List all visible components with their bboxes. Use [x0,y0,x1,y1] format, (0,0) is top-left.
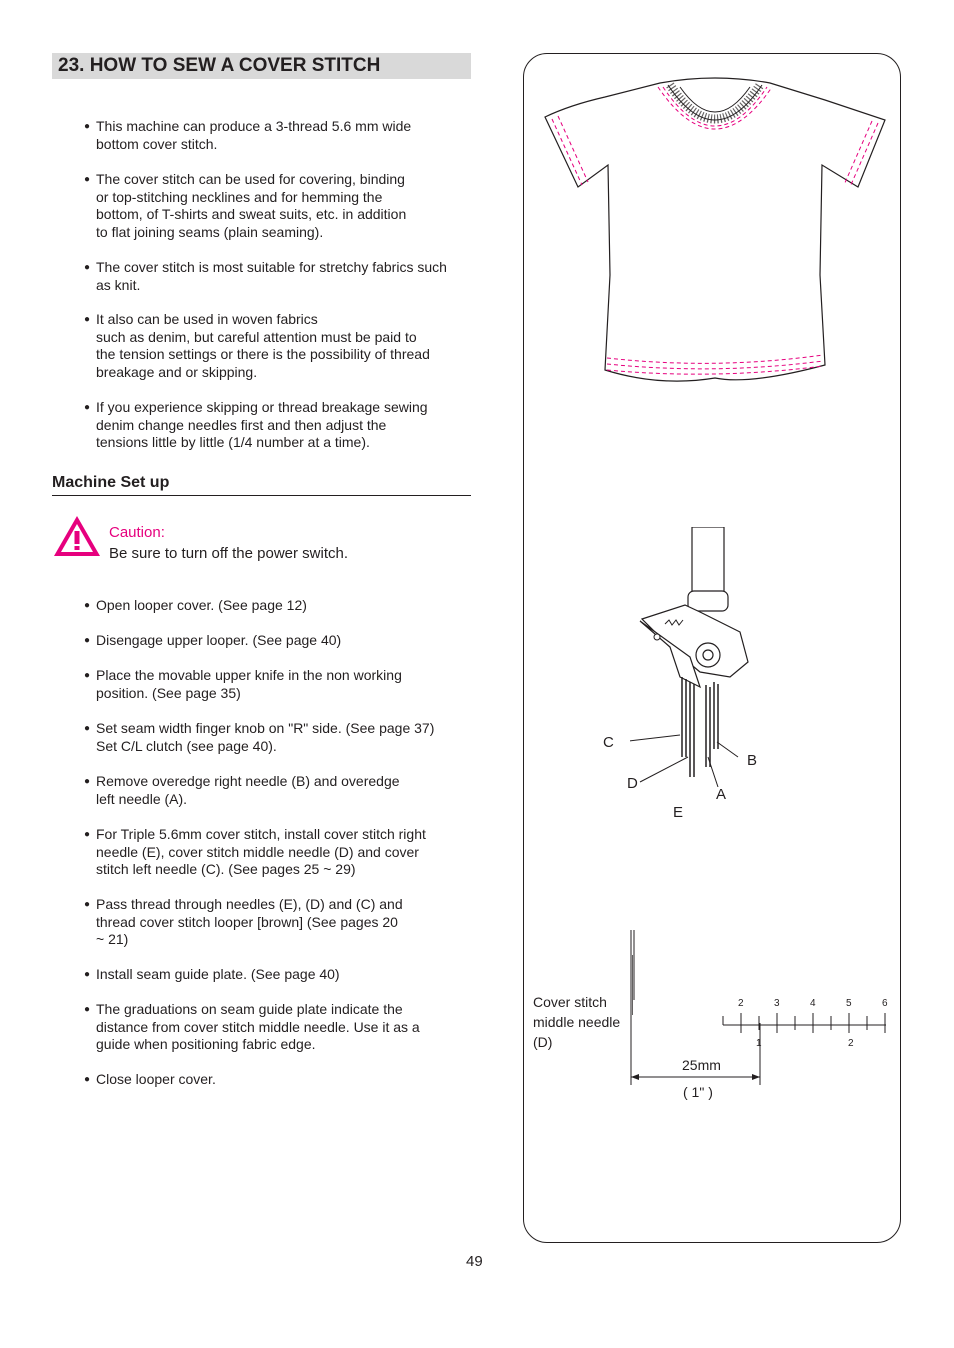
setup-bullet: ● Place the movable upper knife in the non working position. (See page 35) [84,667,402,701]
intro-bullet: ● The cover stitch is most suitable for stretchy fabrics such as knit. [84,259,447,293]
bullet-dot-icon: ● [84,174,91,185]
setup-bullet: ● Pass thread through needles (E), (D) and (C) and thread cover stitch looper [brown] (See pages 20 ~ 21) [84,896,403,947]
setup-bullet: ● The graduations on seam guide plate indicate the distance from cover stitch middle needle. Use it as a guide when positioning fabric edge. [84,1001,420,1052]
bullet-dot-icon: ● [84,969,91,980]
bullet-dot-icon: ● [84,635,91,646]
page-number: 49 [466,1253,483,1270]
bullet-dot-icon: ● [84,600,91,611]
needle-assembly-illustration [630,527,760,787]
needle-label-d: D [627,775,638,792]
scale-mark: 2 [738,998,744,1009]
scale-mark-inch: 2 [848,1038,854,1049]
section-heading: 23. HOW TO SEW A COVER STITCH [52,53,471,79]
setup-heading: Machine Set up [52,474,471,496]
intro-bullet: ● It also can be used in woven fabrics such as denim, but careful attention must be paid to the tension settings or there is the possibility of thread breakage and or skipping. [84,311,430,380]
bullet-dot-icon: ● [84,121,91,132]
scale-mark: 5 [846,998,852,1009]
setup-bullet: ● Install seam guide plate. (See page 40) [84,966,340,982]
setup-bullet: ● Set seam width finger knob on "R" side. (See page 37) Set C/L clutch (see page 40). [84,720,435,754]
intro-bullet: ● The cover stitch can be used for covering, binding or top-stitching necklines and for hemming the bottom, of T-shirts and sweat suits, etc. in addition to flat joining seams (plain seaming). [84,171,407,240]
setup-bullet: ● For Triple 5.6mm cover stitch, install cover stitch right needle (E), cover stitch middle needle (D) and cover stitch left needle (C). (See pages 25 ~ 29) [84,826,426,877]
distance-inch-label: ( 1" ) [683,1084,713,1100]
bullet-dot-icon: ● [84,1074,91,1085]
scale-mark: 3 [774,998,780,1009]
bullet-dot-icon: ● [84,723,91,734]
bullet-dot-icon: ● [84,262,91,273]
setup-bullet: ● Open looper cover. (See page 12) [84,597,307,613]
scale-mark: 6 [882,998,888,1009]
t-shirt-illustration [540,75,890,395]
scale-mark: 4 [810,998,816,1009]
caution-label: Caution: [109,524,165,541]
bullet-dot-icon: ● [84,899,91,910]
needle-label-c: C [603,734,614,751]
bullet-dot-icon: ● [84,776,91,787]
bullet-dot-icon: ● [84,1004,91,1015]
needle-label-b: B [747,752,758,769]
needle-label-a: A [716,786,727,803]
bullet-dot-icon: ● [84,829,91,840]
intro-bullet: ● If you experience skipping or thread breakage sewing denim change needles first and then adjust the tensions little by little (1/4 number at a time). [84,399,428,450]
bullet-dot-icon: ● [84,314,91,325]
bullet-dot-icon: ● [84,402,91,413]
setup-bullet: ● Remove overedge right needle (B) and overedge left needle (A). [84,773,400,807]
scale-mark-inch: 1 [756,1038,762,1049]
middle-needle-label: Cover stitch middle needle (D) [533,994,621,1050]
setup-bullet: ● Close looper cover. [84,1071,216,1087]
intro-bullet: ● This machine can produce a 3-thread 5.6 mm wide bottom cover stitch. [84,118,412,152]
bullet-dot-icon: ● [84,670,91,681]
warning-triangle-icon [52,514,102,558]
needle-label-e: E [673,804,684,821]
caution-text: Be sure to turn off the power switch. [109,545,349,562]
distance-mm-label: 25mm [682,1057,721,1073]
setup-bullet: ● Disengage upper looper. (See page 40) [84,632,342,648]
